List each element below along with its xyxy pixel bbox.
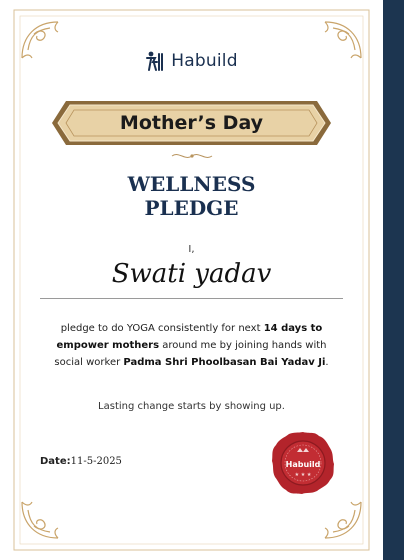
body-bold-1: 14 days to empower mothers [56,323,323,351]
tagline: Lasting change starts by showing up. [98,401,285,412]
body-bold-2: Padma Shri Phoolbasan Bai Yadav Ji [123,357,326,368]
body-part-3: . [325,357,329,368]
pledge-body-text [44,320,339,371]
date-row [40,456,122,467]
banner-title: Mother’s Day [119,112,264,134]
corner-ornament-bottom-right [325,502,361,538]
seal-text: Habuild [285,460,321,469]
brand-name: Habuild [171,51,238,71]
recipient-name: Swati yadav [111,259,272,289]
date-value: 11-5-2025 [70,456,122,467]
body-part-2: around me by joining hands with social worker [54,340,327,368]
date-label: Date: [40,456,71,467]
pledge-heading-line2: PLEDGE [144,196,239,220]
habuild-logo-icon [145,50,165,72]
title-banner [52,98,331,148]
name-underline [40,298,343,299]
ornament-divider-icon [171,151,213,161]
wax-seal-icon [270,430,336,496]
intro-text: I, [188,244,195,255]
brand-logo [0,46,383,76]
pledge-heading-line1: WELLNESS [127,172,256,196]
body-part-1: pledge to do YOGA consistently for next [60,323,264,334]
corner-ornament-bottom-left [22,502,58,538]
pledge-heading [0,172,383,220]
svg-text:★ ★ ★: ★ ★ ★ [294,472,312,478]
